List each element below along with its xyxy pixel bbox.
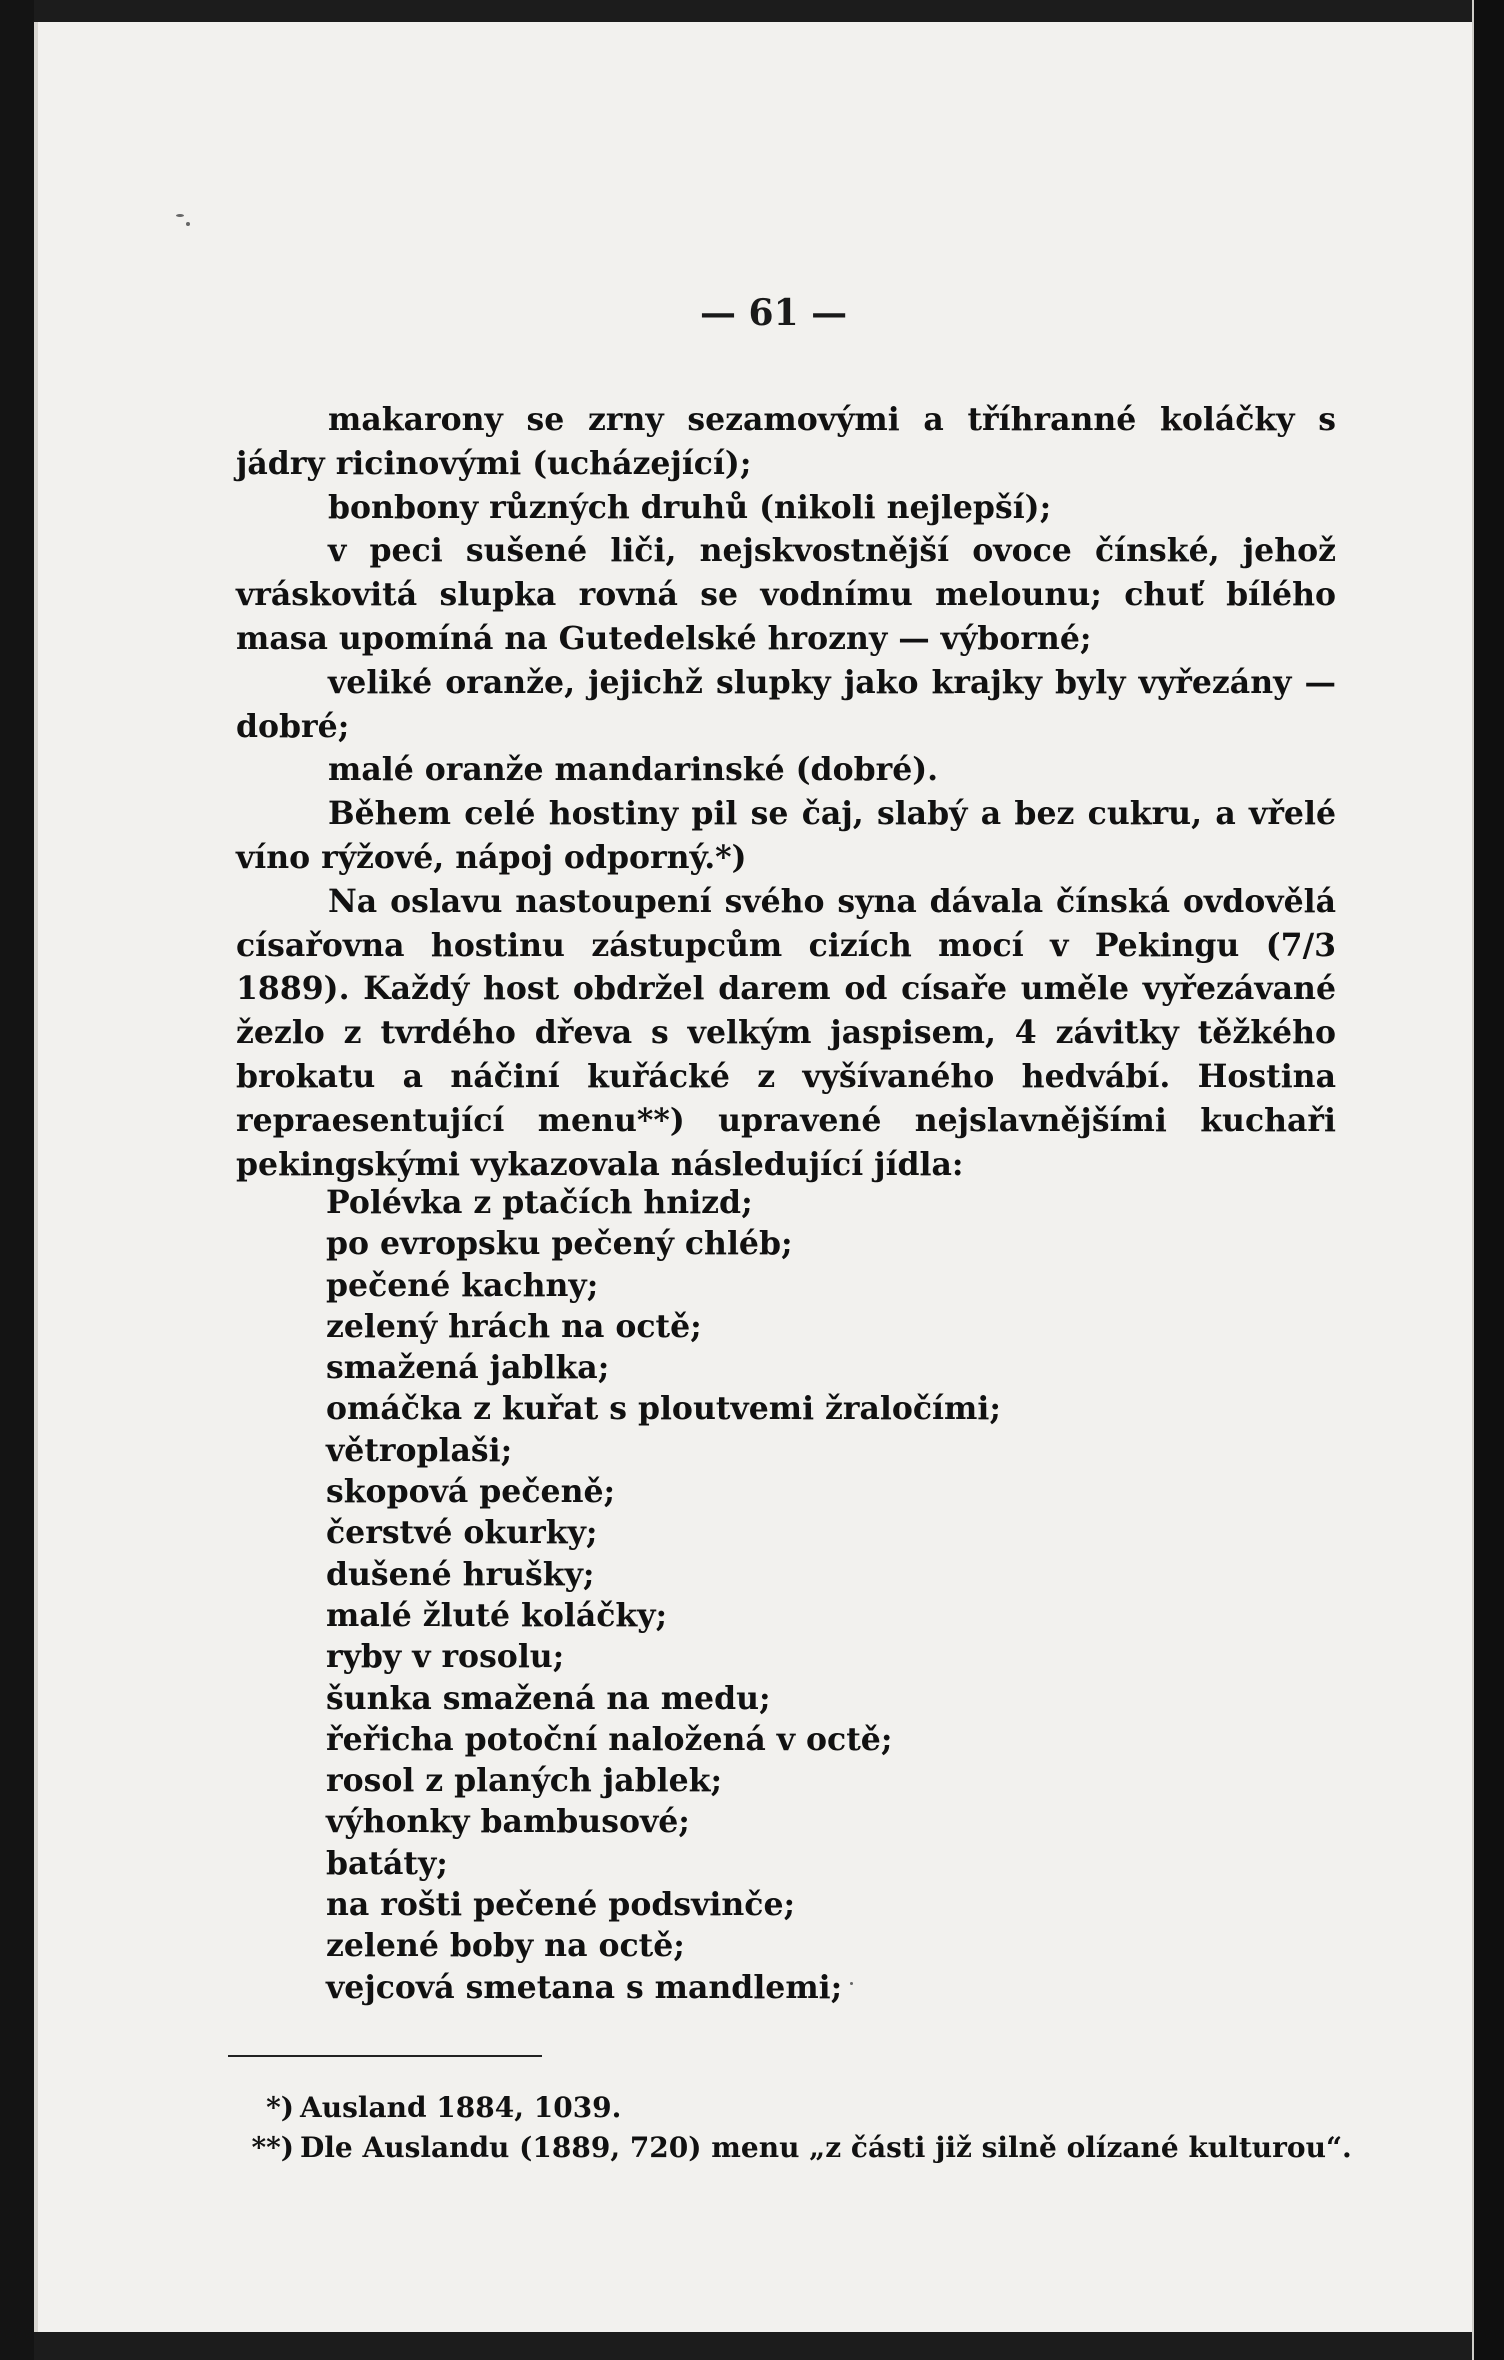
menu-item: šunka smažená na medu; bbox=[326, 1679, 771, 1717]
footnote-text: Dle Auslandu (1889, 720) menu „z části již silně olízané kulturou“. bbox=[300, 2131, 1352, 2164]
paragraph: Během celé hostiny pil se čaj, slabý a bez cukru, a vřelé víno rýžové, nápoj odporný.*) bbox=[236, 795, 1336, 876]
footnote-text: Ausland 1884, 1039. bbox=[300, 2091, 622, 2124]
menu-item: ryby v rosolu; bbox=[326, 1638, 565, 1676]
menu-item: po evropsku pečený chléb; bbox=[326, 1225, 793, 1263]
menu-item: zelený hrách na octě; bbox=[326, 1307, 702, 1345]
paragraph: v peci sušené liči, nejskvostnější ovoce čínské, jehož vráskovitá slupka rovná se vodnímu melounu; chuť bílého masa upomíná na Gutedelské hrozny — výborné; bbox=[236, 532, 1336, 657]
menu-item: zelené boby na octě; bbox=[326, 1927, 685, 1965]
menu-item: malé žluté koláčky; bbox=[326, 1596, 668, 1634]
footnote-mark: *) bbox=[266, 2091, 294, 2124]
footnote bbox=[234, 2088, 1384, 2128]
paragraph: malé oranže mandarinské (dobré). bbox=[328, 751, 939, 789]
menu-item: větroplaši; bbox=[326, 1431, 513, 1469]
main-text bbox=[236, 398, 1336, 1186]
menu-item: vejcová smetana s mandlemi; bbox=[326, 1968, 843, 2006]
paragraph: bonbony různých druhů (nikoli nejlepší); bbox=[328, 488, 1052, 526]
paragraph: makarony se zrny sezamovými a tříhranné koláčky s jádry ricinovými (ucházející); bbox=[236, 401, 1336, 482]
menu-item: na rošti pečené podsvinče; bbox=[326, 1886, 796, 1924]
footnote-mark: **) bbox=[251, 2131, 294, 2164]
menu-item: pečené kachny; bbox=[326, 1266, 599, 1304]
menu-item: smažená jablka; bbox=[326, 1349, 610, 1387]
menu-item: dušené hrušky; bbox=[326, 1555, 595, 1593]
scan-right-border bbox=[1474, 0, 1504, 2360]
scan-left-border bbox=[0, 0, 34, 2360]
paragraph: veliké oranže, jejichž slupky jako krajky byly vyřezány — dobré; bbox=[236, 663, 1336, 745]
menu-item: čerstvé okurky; bbox=[326, 1514, 598, 1552]
menu-list bbox=[326, 1182, 1226, 2008]
menu-item: rosol z planých jablek; bbox=[326, 1762, 723, 1800]
footnote bbox=[234, 2128, 1384, 2168]
menu-item: batáty; bbox=[326, 1844, 448, 1882]
menu-item: skopová pečeně; bbox=[326, 1473, 616, 1511]
menu-item: Polévka z ptačích hnizd; bbox=[326, 1184, 753, 1221]
page-number: — 61 — bbox=[700, 292, 848, 334]
menu-item: řeřicha potoční naložená v octě; bbox=[326, 1720, 893, 1758]
paragraph: Na oslavu nastoupení svého syna dávala čínská ovdovělá císařovna hostinu zástupcům cizích mocí v Pekingu (7/3 1889). Každý host obdržel darem od císaře uměle vyřezávané žezlo z tvrdého dřeva s velkým jaspisem, 4 závitky těžkého brokatu a náčiní kuřácké z vyšívaného hedvábí. Hostina repraesentující menu**) upravené nejslavnějšími kuchaři pekingskými vykazovala následující jídla: bbox=[236, 882, 1336, 1183]
scan-speck bbox=[186, 222, 190, 226]
menu-item: omáčka z kuřat s ploutvemi žraločími; bbox=[326, 1390, 1001, 1428]
footnote-rule bbox=[228, 2055, 542, 2057]
menu-item: výhonky bambusové; bbox=[326, 1803, 690, 1841]
footnotes bbox=[234, 2088, 1384, 2168]
scan-speck bbox=[176, 214, 184, 217]
